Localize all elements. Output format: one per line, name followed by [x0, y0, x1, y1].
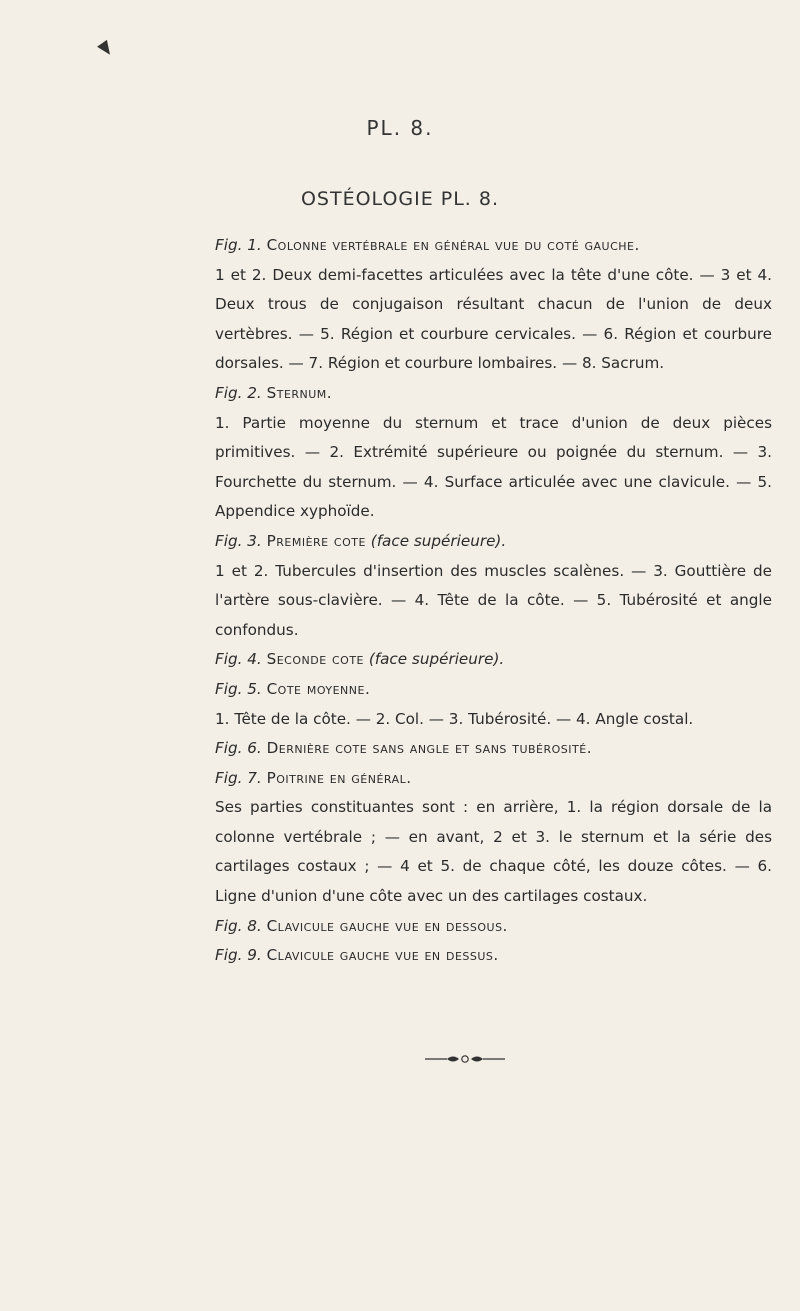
figure-caption-4: Fig. 4. Seconde cote (face supérieure).	[215, 650, 505, 669]
legend-paragraph-5: 1. Tête de la côte. — 2. Col. — 3. Tubérosité. — 4. Angle costal.	[215, 709, 694, 728]
legend-paragraph-7: Ses parties constituantes sont : en arrière, 1. la région dorsale de la colonne vertébrale ; — en avant, 2 et 3. le sternum et la série des cartilages costaux ; — 4 et 5. de chaque côté, les douze côtes. — 6. Ligne d'union d'une côte avec un des cartilages costaux.	[215, 798, 772, 906]
plate-number: PL. 8.	[366, 116, 434, 140]
legend-paragraph-1: 1 et 2. Deux demi-facettes articulées avec la tête d'une côte. — 3 et 4. Deux trous de conjugaison résultant chacun de l'union de deux vertèbres. — 5. Région et courbure cervicales. — 6. Région et courbure dorsales. — 7. Région et courbure lombaires. — 8. Sacrum.	[215, 265, 772, 373]
legend-paragraph-3: 1 et 2. Tubercules d'insertion des muscles scalènes. — 3. Gouttière de l'artère sous-clavière. — 4. Tête de la côte. — 5. Tubérosité et angle confondus.	[215, 561, 772, 639]
corner-arrow-icon	[97, 40, 115, 58]
figure-caption-3: Fig. 3. Première cote (face supérieure).	[215, 531, 507, 550]
figure-caption-9: Fig. 9. Clavicule gauche vue en dessus.	[215, 946, 499, 965]
figure-caption-8: Fig. 8. Clavicule gauche vue en dessous.	[215, 916, 508, 935]
figure-caption-5: Fig. 5. Cote moyenne.	[215, 679, 371, 698]
figure-caption-6: Fig. 6. Dernière cote sans angle et sans tubérosité.	[215, 739, 593, 758]
legend-paragraph-2: 1. Partie moyenne du sternum et trace d'union de deux pièces primitives. — 2. Extrémité supérieure ou poignée du sternum. — 3. Fourchette du sternum. — 4. Surface articulée avec une clavicule. — 5. Appendice xyphoïde.	[215, 413, 772, 521]
ornament-icon	[425, 1054, 505, 1064]
figure-caption-2: Fig. 2. Sternum.	[215, 383, 333, 402]
figure-caption-7: Fig. 7. Poitrine en général.	[215, 768, 412, 787]
page-title: OSTÉOLOGIE PL. 8.	[300, 188, 500, 210]
figure-caption-1: Fig. 1. Colonne vertébrale en général vue du coté gauche.	[215, 236, 640, 254]
legend-body	[215, 231, 772, 971]
